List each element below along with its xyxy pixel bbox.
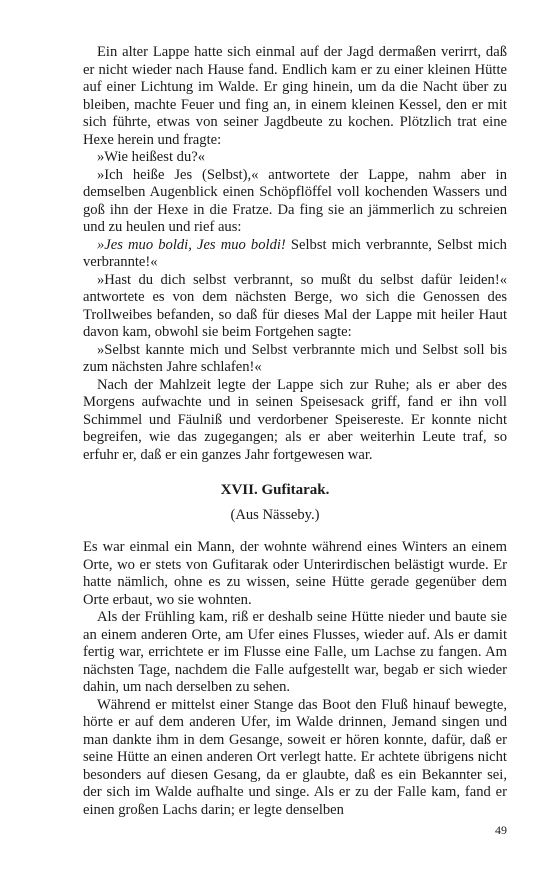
paragraph: »Wie heißest du?« [97, 149, 206, 165]
chapter-body [83, 539, 507, 819]
chapter-title: XVII. Gufitarak. [220, 482, 330, 498]
quote-continuation: Selbst mich verbrannte, Selbst mich verbrannte!« [83, 236, 507, 270]
paragraph [83, 237, 507, 272]
page-number: 49 [495, 823, 507, 837]
previous-story-ending [83, 44, 507, 464]
paragraph: »Ich heiße Jes (Selbst),« antwortete der Lappe, nahm aber in demselben Augenblick einen Schöpflöffel voll kochenden Wassers und goß ihn der Hexe in die Fratze. Da fing sie an jämmerlich zu schreien und zu heulen und rief aus: [83, 166, 507, 235]
paragraph: »Hast du dich selbst verbrannt, so mußt du selbst dafür leiden!« antwortete es von dem nächsten Berge, wo sich die Genossen des Trollweibes befanden, so daß für dieses Mal der Lappe mit heiler Haut davon kam, obwohl sie beim Fortgehen sagte: [83, 271, 507, 340]
chapter-subtitle: (Aus Nässeby.) [230, 507, 320, 523]
italic-quote: »Jes muo boldi, Jes muo boldi! [97, 236, 286, 253]
paragraph: Ein alter Lappe hatte sich einmal auf der Jagd dermaßen verirrt, daß er nicht wieder nach Hause fand. Endlich kam er zu einer kleinen Hütte auf einer Lichtung im Walde. Er ging hinein, um da die Nacht über zu bleiben, machte Feuer und fing an, in einem kleinen Kessel, den er mit sich führte, etwas von seiner Jagdbeute zu kochen. Plötzlich trat eine Hexe herein und fragte: [83, 44, 507, 148]
paragraph: Nach der Mahlzeit legte der Lappe sich zur Ruhe; als er aber des Morgens aufwachte und in seinen Speisesack griff, fand er ihn voll Schimmel und Fäulniß und verdorbener Speisereste. Er konnte nicht begreifen, wie das zugegangen; als er aber weiterhin Leute traf, so erfuhr er, daß er ein ganzes Jahr fortgewesen war. [83, 376, 507, 463]
paragraph: Während er mittelst einer Stange das Boot den Fluß hinauf bewegte, hörte er auf dem anderen Ufer, im Walde drinnen, Jemand singen und man dankte ihm in dem Gesange, soweit er hören konnte, dafür, daß er seine Hütte an einen anderen Ort verlegt hatte. Er achtete übrigens nicht besonders auf diesen Gesang, da er glaubte, daß es ein Bekannter sei, der sich im Walde aufhalte und singe. Als er zu der Falle kam, fand er einen großen Lachs darin; er legte denselben [83, 696, 507, 818]
paragraph: Es war einmal ein Mann, der wohnte während eines Winters an einem Orte, wo er stets von Gufitarak oder Unterirdischen belästigt wurde. Er hatte nämlich, ohne es zu wissen, seine Hütte gerade gegenüber dem Orte erbaut, wo sie wohnten. [83, 539, 507, 608]
paragraph: »Selbst kannte mich und Selbst verbrannte mich und Selbst soll bis zum nächsten Jahre schlafen!« [83, 341, 507, 375]
paragraph: Als der Frühling kam, riß er deshalb seine Hütte nieder und baute sie an einem anderen Orte, am Ufer eines Flusses, wieder auf. Als er damit fertig war, errichtete er im Flusse eine Falle, um Lachse zu fangen. Am nächsten Tage, nachdem die Falle aufgestellt war, begab er sich wieder dahin, um nach derselben zu sehen. [83, 609, 507, 695]
